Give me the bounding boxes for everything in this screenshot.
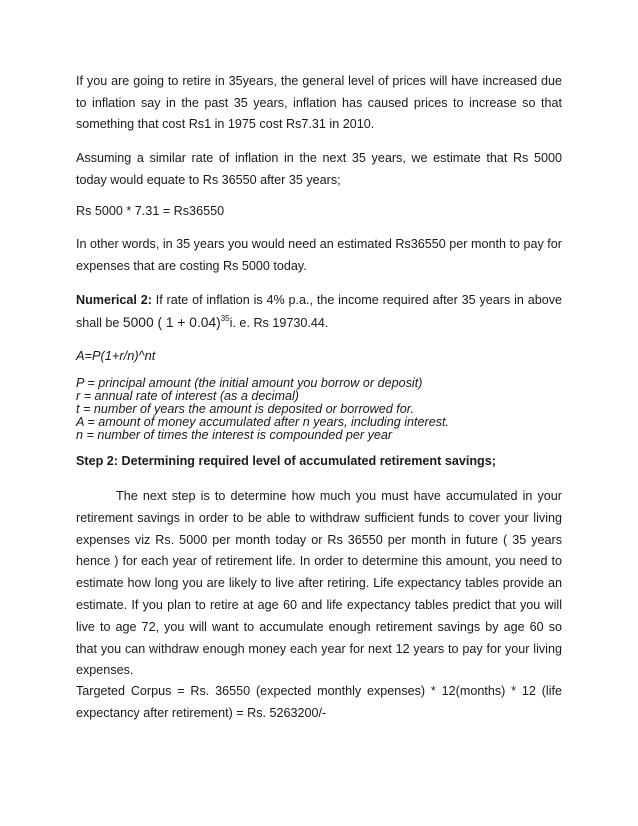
numerical-exponent: 35 [220, 313, 230, 323]
definition-item: r = annual rate of interest (as a decimal) [76, 389, 299, 403]
definition-item: n = number of times the interest is compounded per year [76, 428, 393, 442]
definition-item: A = amount of money accumulated after n years, including interest. [76, 415, 449, 429]
paragraph-other-words: In other words, in 35 years you would need an estimated Rs36550 per month to pay for expenses that are costing Rs 5000 today. [76, 237, 562, 273]
compound-interest-formula: A=P(1+r/n)^nt [76, 348, 156, 363]
definition-item: t = number of years the amount is deposited or borrowed for. [76, 402, 414, 416]
definition-item: P = principal amount (the initial amount you borrow or deposit) [76, 376, 423, 390]
paragraph-step2-body [76, 486, 562, 682]
numerical-expression: 5000 ( 1 + 0.04) [122, 314, 221, 330]
paragraph-inflation-intro: If you are going to retire in 35years, the general level of prices will have increased due to inflation say in the past 35 years, inflation has caused prices to increase so that something that cost Rs1 in 1975 cost Rs7.31 in 2010. [76, 74, 562, 131]
paragraph-numerical-2 [76, 290, 562, 334]
numerical-text-b: i. e. Rs 19730.44. [229, 315, 329, 330]
paragraph-assumption: Assuming a similar rate of inflation in the next 35 years, we estimate that Rs 5000 today would equate to Rs 36550 after 35 years; [76, 151, 562, 187]
step2-heading: Step 2: Determining required level of accumulated retirement savings; [76, 454, 496, 468]
numerical-text-a: If rate of inflation is 4% p.a., the income required after 35 years in above shall be [76, 293, 563, 330]
calculation-line: Rs 5000 * 7.31 = Rs36550 [76, 204, 225, 218]
numerical-label: Numerical 2: [76, 293, 152, 307]
paragraph-targeted-corpus: Targeted Corpus = Rs. 36550 (expected monthly expenses) * 12(months) * 12 (life expectancy after retirement) = Rs. 5263200/- [76, 684, 562, 720]
step2-body-text: The next step is to determine how much you must have accumulated in your retirement savings in order to be able to withdraw sufficient funds to cover your living expenses viz Rs. 5000 per month today or Rs 36550 per month in future ( 35 years hence ) for each year of retirement life. In order to determine this amount, you need to estimate how long you are likely to live after retiring. Life expectancy tables provide an estimate. If you plan to retire at age 60 and life expectancy tables predict that you will live to age 72, you will want to accumulate enough retirement savings by age 60 so that you can withdraw enough money each year for next 12 years to pay for your living expenses. [76, 489, 562, 678]
